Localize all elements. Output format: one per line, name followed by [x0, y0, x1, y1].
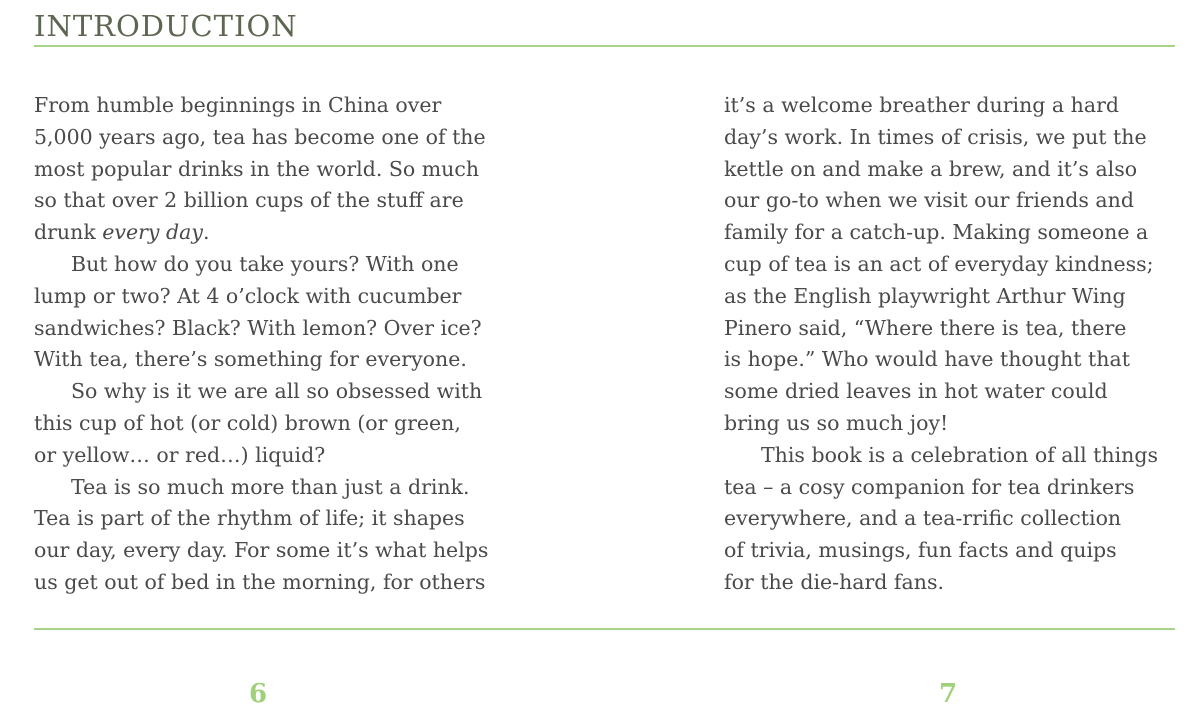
text-line: most popular drinks in the world. So much [34, 156, 480, 181]
paragraph-start: So why is it we are all so obsessed with [71, 379, 483, 404]
text-line: With tea, there’s something for everyone. [34, 347, 467, 372]
page-title: INTRODUCTION [34, 9, 298, 43]
left-page-text [34, 90, 504, 599]
text-line: cup of tea is an act of everyday kindness; [724, 251, 1154, 276]
text-line: of trivia, musings, fun facts and quips [724, 538, 1117, 563]
paragraph-start: But how do you take yours? With one [71, 251, 459, 276]
paragraph-start: Tea is so much more than just a drink. [71, 474, 470, 499]
text-line: sandwiches? Black? With lemon? Over ice? [34, 315, 482, 340]
text-line: our go-to when we visit our friends and [724, 188, 1134, 213]
top-divider [34, 45, 1175, 47]
text-line: kettle on and make a brew, and it’s also [724, 156, 1138, 181]
paragraph-start: This book is a celebration of all things [761, 442, 1158, 467]
text-line-with-emphasis [34, 217, 504, 249]
text-line: this cup of hot (or cold) brown (or green, [34, 410, 461, 435]
text-line: our day, every day. For some it’s what helps [34, 538, 489, 563]
text-line: so that over 2 billion cups of the stuff are [34, 188, 464, 213]
text-line: as the English playwright Arthur Wing [724, 283, 1126, 308]
text-line: is hope.” Who would have thought that [724, 347, 1130, 372]
right-page-text [724, 90, 1174, 599]
text-line: family for a catch-up. Making someone a [724, 220, 1149, 245]
text-line: 5,000 years ago, tea has become one of the [34, 124, 486, 149]
text-fragment: drunk [34, 220, 103, 245]
text-line: day’s work. In times of crisis, we put the [724, 124, 1147, 149]
text-line: lump or two? At 4 o’clock with cucumber [34, 283, 462, 308]
text-line: everywhere, and a tea-rrific collection [724, 506, 1122, 531]
text-fragment: . [202, 220, 210, 245]
emphasized-text: every day [102, 220, 203, 245]
text-line: for the die-hard fans. [724, 569, 944, 594]
page-number-right: 7 [939, 679, 958, 709]
text-line: us get out of bed in the morning, for others [34, 569, 486, 594]
bottom-divider [34, 628, 1175, 630]
text-line: Tea is part of the rhythm of life; it shapes [34, 506, 465, 531]
text-line: or yellow… or red…) liquid? [34, 442, 326, 467]
page-number-left: 6 [249, 679, 268, 709]
text-line: some dried leaves in hot water could [724, 379, 1108, 404]
text-line: bring us so much joy! [724, 410, 949, 435]
text-line: it’s a welcome breather during a hard [724, 93, 1120, 117]
text-line: From humble beginnings in China over [34, 93, 442, 117]
text-line: tea – a cosy companion for tea drinkers [724, 474, 1135, 499]
text-line: Pinero said, “Where there is tea, there [724, 315, 1127, 340]
